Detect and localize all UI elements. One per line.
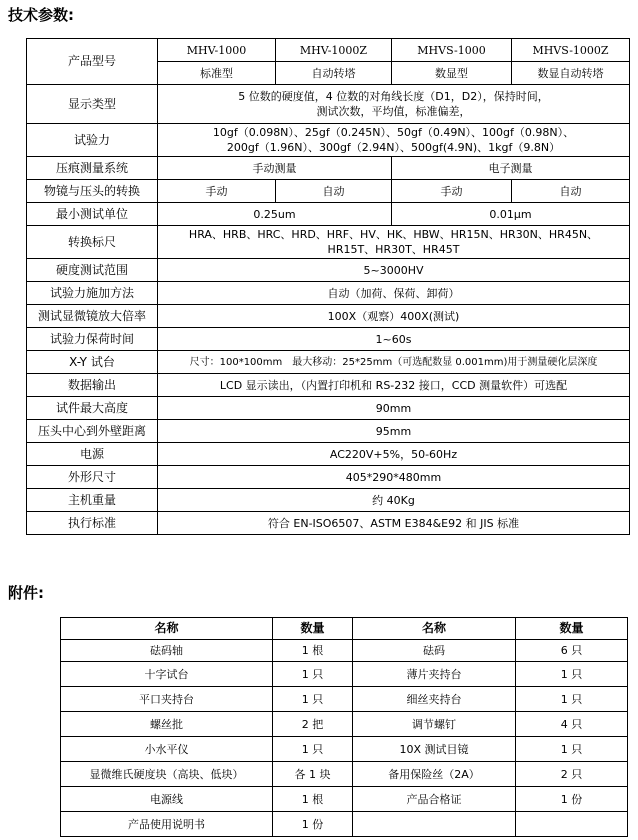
accessory-row	[61, 687, 628, 712]
model-type: 标准型	[158, 62, 276, 85]
accessory-quantity: 1 份	[516, 787, 628, 812]
header-name: 名称	[61, 618, 273, 640]
spec-row	[27, 420, 630, 443]
model-name: MHV-1000	[158, 39, 276, 62]
accessory-quantity: 1 只	[273, 662, 353, 687]
spec-label: 硬度测试范围	[27, 259, 158, 282]
accessory-quantity: 2 只	[516, 762, 628, 787]
spec-row	[27, 259, 630, 282]
spec-label: X-Y 试台	[27, 351, 158, 374]
accessory-name: 产品合格证	[353, 787, 516, 812]
spec-label: 数据输出	[27, 374, 158, 397]
specs-section-title: 技术参数:	[8, 6, 74, 24]
min-unit-value: 0.01μm	[392, 203, 630, 226]
accessory-row	[61, 762, 628, 787]
spec-label: 外形尺寸	[27, 466, 158, 489]
indent-measure-manual: 手动测量	[158, 157, 392, 180]
spec-value: 95mm	[158, 420, 630, 443]
accessory-name: 显微维氏硬度块（高块、低块）	[61, 762, 273, 787]
scales-line: HR15T、HR30T、HR45T	[327, 243, 460, 256]
accessory-name: 十字试台	[61, 662, 273, 687]
accessory-name: 细丝夹持台	[353, 687, 516, 712]
model-type: 数显自动转塔	[512, 62, 630, 85]
accessory-name: 备用保险丝（2A）	[353, 762, 516, 787]
specs-table	[26, 38, 630, 535]
accessory-row	[61, 640, 628, 662]
test-force-line: 10gf（0.098N）、25gf（0.245N）、50gf（0.49N）、100gf（0.98N）、	[212, 126, 575, 139]
spec-row	[27, 374, 630, 397]
accessory-quantity: 1 只	[516, 737, 628, 762]
accessory-quantity: 1 根	[273, 787, 353, 812]
turret-value: 手动	[158, 180, 276, 203]
accessory-quantity: 1 根	[273, 640, 353, 662]
spec-value: 90mm	[158, 397, 630, 420]
spec-value: 约 40Kg	[158, 489, 630, 512]
header-name: 名称	[353, 618, 516, 640]
test-force-row	[27, 124, 630, 157]
turret-value: 自动	[512, 180, 630, 203]
spec-value: 符合 EN-ISO6507、ASTM E384&E92 和 JIS 标准	[158, 512, 630, 535]
header-quantity: 数量	[273, 618, 353, 640]
accessory-name: 电源线	[61, 787, 273, 812]
spec-row	[27, 443, 630, 466]
spec-row	[27, 328, 630, 351]
accessory-name: 产品使用说明书	[61, 812, 273, 837]
accessory-row	[61, 812, 628, 837]
scales-row	[27, 226, 630, 259]
spec-value: 1~60s	[158, 328, 630, 351]
accessory-row	[61, 662, 628, 687]
accessory-name	[353, 812, 516, 837]
turret-value: 手动	[392, 180, 512, 203]
spec-row	[27, 282, 630, 305]
spec-row	[27, 489, 630, 512]
accessory-row	[61, 712, 628, 737]
spec-label: 执行标准	[27, 512, 158, 535]
spec-label: 主机重量	[27, 489, 158, 512]
accessory-quantity	[516, 812, 628, 837]
accessory-name: 砝码轴	[61, 640, 273, 662]
display-type-row	[27, 85, 630, 124]
spec-label: 压头中心到外壁距离	[27, 420, 158, 443]
min-unit-label: 最小测试单位	[27, 203, 158, 226]
turret-label: 物镜与压头的转换	[27, 180, 158, 203]
spec-value: 405*290*480mm	[158, 466, 630, 489]
accessory-quantity: 1 份	[273, 812, 353, 837]
spec-row	[27, 512, 630, 535]
display-type-value	[158, 85, 630, 124]
accessory-row	[61, 737, 628, 762]
accessory-name: 螺丝批	[61, 712, 273, 737]
accessory-quantity: 1 只	[273, 687, 353, 712]
model-label: 产品型号	[27, 39, 158, 85]
spec-label: 试件最大高度	[27, 397, 158, 420]
test-force-label: 试验力	[27, 124, 158, 157]
test-force-value	[158, 124, 630, 157]
turret-row	[27, 180, 630, 203]
test-force-line: 200gf（1.96N）、300gf（2.94N）、500gf(4.9N)、1kgf（9.8N）	[226, 141, 561, 154]
display-type-line: 5 位数的硬度值，4 位数的对角线长度（D1，D2），保持时间，	[238, 90, 549, 103]
accessory-quantity: 1 只	[273, 737, 353, 762]
spec-label: 试验力保荷时间	[27, 328, 158, 351]
accessory-row	[61, 787, 628, 812]
accessory-name: 砝码	[353, 640, 516, 662]
spec-label: 试验力施加方法	[27, 282, 158, 305]
accessory-name: 小水平仪	[61, 737, 273, 762]
accessory-quantity: 1 只	[516, 662, 628, 687]
spec-label: 测试显微镜放大倍率	[27, 305, 158, 328]
turret-value: 自动	[276, 180, 392, 203]
accessory-name: 调节螺钉	[353, 712, 516, 737]
spec-row	[27, 397, 630, 420]
min-unit-value: 0.25um	[158, 203, 392, 226]
model-type: 自动转塔	[276, 62, 392, 85]
spec-value: 自动（加荷、保荷、卸荷）	[158, 282, 630, 305]
indent-measure-label: 压痕测量系统	[27, 157, 158, 180]
model-name: MHV-1000Z	[276, 39, 392, 62]
model-type: 数显型	[392, 62, 512, 85]
spec-label: 电源	[27, 443, 158, 466]
accessory-name: 薄片夹持台	[353, 662, 516, 687]
model-row	[27, 39, 630, 62]
accessories-section-title: 附件:	[8, 584, 44, 602]
spec-value: 100X（观察）400X(测试)	[158, 305, 630, 328]
indent-measure-electronic: 电子测量	[392, 157, 630, 180]
accessory-quantity: 各 1 块	[273, 762, 353, 787]
spec-row	[27, 305, 630, 328]
accessory-quantity: 1 只	[516, 687, 628, 712]
scales-value	[158, 226, 630, 259]
display-type-label: 显示类型	[27, 85, 158, 124]
display-type-line: 测试次数，平均值，标准偏差，	[316, 105, 471, 118]
header-quantity: 数量	[516, 618, 628, 640]
spec-value: 5~3000HV	[158, 259, 630, 282]
accessories-table	[60, 617, 628, 837]
accessory-name: 平口夹持台	[61, 687, 273, 712]
spec-row	[27, 466, 630, 489]
accessory-quantity: 2 把	[273, 712, 353, 737]
accessory-quantity: 6 只	[516, 640, 628, 662]
min-unit-row	[27, 203, 630, 226]
accessories-header-row	[61, 618, 628, 640]
scales-label: 转换标尺	[27, 226, 158, 259]
accessory-quantity: 4 只	[516, 712, 628, 737]
spec-value: LCD 显示读出，（内置打印机和 RS-232 接口，CCD 测量软件）可选配	[158, 374, 630, 397]
accessory-name: 10X 测试目镜	[353, 737, 516, 762]
spec-row	[27, 351, 630, 374]
spec-value: 尺寸：100*100mm 最大移动：25*25mm（可选配数显 0.001mm)用于测量硬化层深度	[158, 351, 630, 374]
spec-value: AC220V+5%，50-60Hz	[158, 443, 630, 466]
scales-line: HRA、HRB、HRC、HRD、HRF、HV、HK、HBW、HR15N、HR30N、HR45N、	[188, 228, 599, 241]
model-name: MHVS-1000Z	[512, 39, 630, 62]
indent-measure-row	[27, 157, 630, 180]
model-name: MHVS-1000	[392, 39, 512, 62]
